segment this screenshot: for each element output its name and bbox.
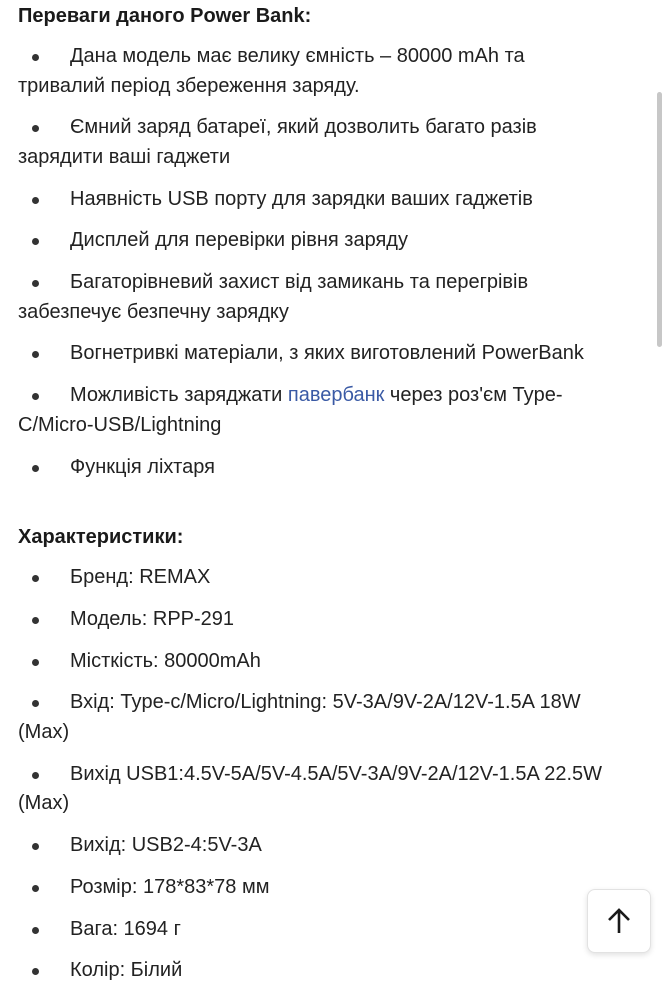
powerbank-link[interactable]: павербанк — [287, 384, 385, 407]
arrow-up-icon — [604, 906, 634, 936]
list-item: Модель: RPP-291 — [70, 607, 235, 630]
list-item: Наявність USB порту для зарядки ваших гаджетів — [70, 187, 533, 210]
list-item: Колір: Білий — [70, 959, 183, 982]
advantages-heading: Переваги даного Power Bank: — [18, 5, 312, 27]
list-item: Вхід: Type-c/Micro/Lightning: 5V-3A/9V-2A/12V-1.5A 18W (Max) — [18, 691, 581, 743]
list-item: Функція ліхтаря — [70, 455, 215, 478]
list-item: Ємний заряд батареї, який дозволить багато разів зарядити ваші гаджети — [18, 116, 537, 168]
list-item: Розмір: 178*83*78 мм — [70, 875, 270, 898]
list-item: Можливість заряджати павербанк через роз'єм Type-C/Micro-USB/Lightning — [18, 384, 563, 436]
specs-list — [18, 563, 608, 998]
list-item: Багаторівневий захист від замикань та перегрівів забезпечує безпечну зарядку — [18, 271, 529, 323]
list-item: Вага: 1694 г — [70, 917, 181, 940]
advantages-list — [18, 42, 608, 494]
list-item: Бренд: REMAX — [70, 566, 211, 588]
list-item: Вихід: USB2-4:5V-3A — [70, 833, 262, 856]
list-item: Дана модель має велику ємність – 80000 mAh та тривалий період збереження заряду. — [18, 45, 525, 97]
list-item: Дисплей для перевірки рівня заряду — [70, 229, 408, 252]
scroll-to-top-button[interactable] — [587, 889, 651, 953]
vertical-scrollbar[interactable] — [657, 92, 662, 347]
list-item: Вогнетривкі матеріали, з яких виготовлений PowerBank — [70, 342, 584, 365]
specs-heading: Характеристики: — [18, 526, 184, 548]
list-item: Місткість: 80000mAh — [70, 649, 261, 672]
list-item: Вихід USB1:4.5V-5A/5V-4.5A/5V-3A/9V-2A/12V-1.5A 22.5W (Max) — [18, 762, 603, 815]
